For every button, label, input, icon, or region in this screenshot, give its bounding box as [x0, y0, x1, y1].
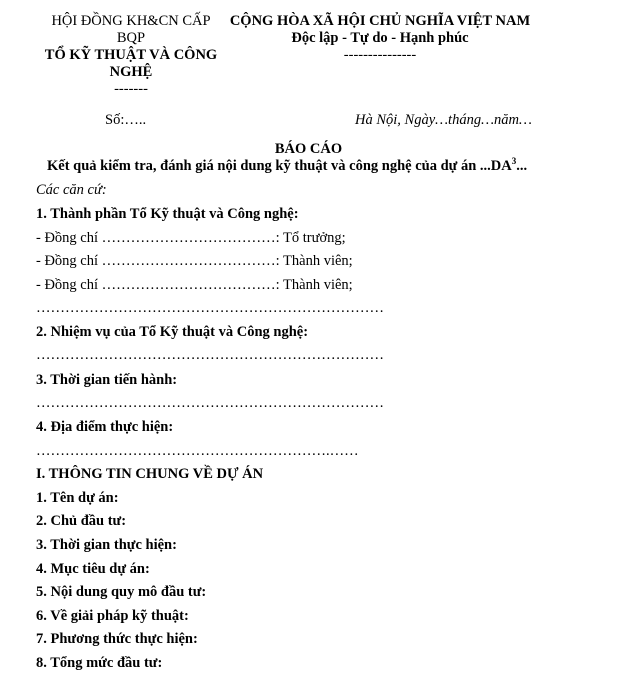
right-header-rule: --------------- [343, 47, 417, 63]
left-header-rule: ------- [114, 81, 148, 97]
section3-heading: 3. Thời gian tiến hành: [36, 372, 178, 388]
document-number: Số:….. [105, 112, 147, 128]
section2-blank-line: ……………………………………………………………… [36, 347, 384, 363]
part1-item-objective: 4. Mục tiêu dự án: [36, 561, 150, 577]
subtitle-suffix: ... [516, 158, 528, 174]
subtitle-text: Kết quả kiểm tra, đánh giá nội dung kỹ thuật và công nghệ của dự án ...DA [47, 158, 512, 174]
basis-label: Các căn cứ: [36, 182, 107, 198]
council-name-line1: HỘI ĐỒNG KH&CN CẤP [51, 13, 211, 29]
document-subtitle [47, 158, 527, 175]
place-and-date: Hà Nội, Ngày…tháng…năm… [355, 112, 532, 128]
council-name-line2: BQP [116, 30, 146, 46]
part1-item-method: 7. Phương thức thực hiện: [36, 631, 198, 647]
section2-heading: 2. Nhiệm vụ của Tổ Kỹ thuật và Công nghệ: [36, 324, 309, 340]
document-title: BÁO CÁO [274, 141, 343, 157]
part1-item-duration: 3. Thời gian thực hiện: [36, 537, 177, 553]
part1-item-technical-solution: 6. Về giải pháp kỹ thuật: [36, 608, 189, 624]
section1-heading: 1. Thành phần Tổ Kỹ thuật và Công nghệ: [36, 206, 299, 222]
national-header [220, 13, 540, 64]
part1-item-project-name: 1. Tên dự án: [36, 490, 119, 506]
group-name-line1: TỔ KỸ THUẬT VÀ CÔNG [44, 47, 218, 63]
national-title: CỘNG HÒA XÃ HỘI CHỦ NGHĨA VIỆT NAM [229, 13, 531, 29]
member-line-3: - Đồng chí ………………………………: Thành viên; [36, 277, 353, 293]
section3-blank-line: ……………………………………………………………… [36, 395, 384, 411]
section4-heading: 4. Địa điểm thực hiện: [36, 419, 174, 435]
group-name-line2: NGHỆ [109, 64, 153, 80]
part1-item-investor: 2. Chủ đầu tư: [36, 513, 127, 529]
issuing-council [36, 13, 226, 98]
subtitle-footnote-mark: 3 [511, 156, 517, 167]
member-line-leader: - Đồng chí ………………………………: Tổ trưởng; [36, 230, 346, 246]
national-motto: Độc lập - Tự do - Hạnh phúc [291, 30, 469, 46]
member-line-2: - Đồng chí ………………………………: Thành viên; [36, 253, 353, 269]
section4-blank-line: …………………………………………………….…… [36, 443, 359, 459]
section1-blank-line: ……………………………………………………………… [36, 300, 384, 316]
part1-item-scope: 5. Nội dung quy mô đầu tư: [36, 584, 207, 600]
part1-heading: I. THÔNG TIN CHUNG VỀ DỰ ÁN [36, 466, 264, 482]
part1-item-total-investment: 8. Tổng mức đầu tư: [36, 655, 163, 671]
